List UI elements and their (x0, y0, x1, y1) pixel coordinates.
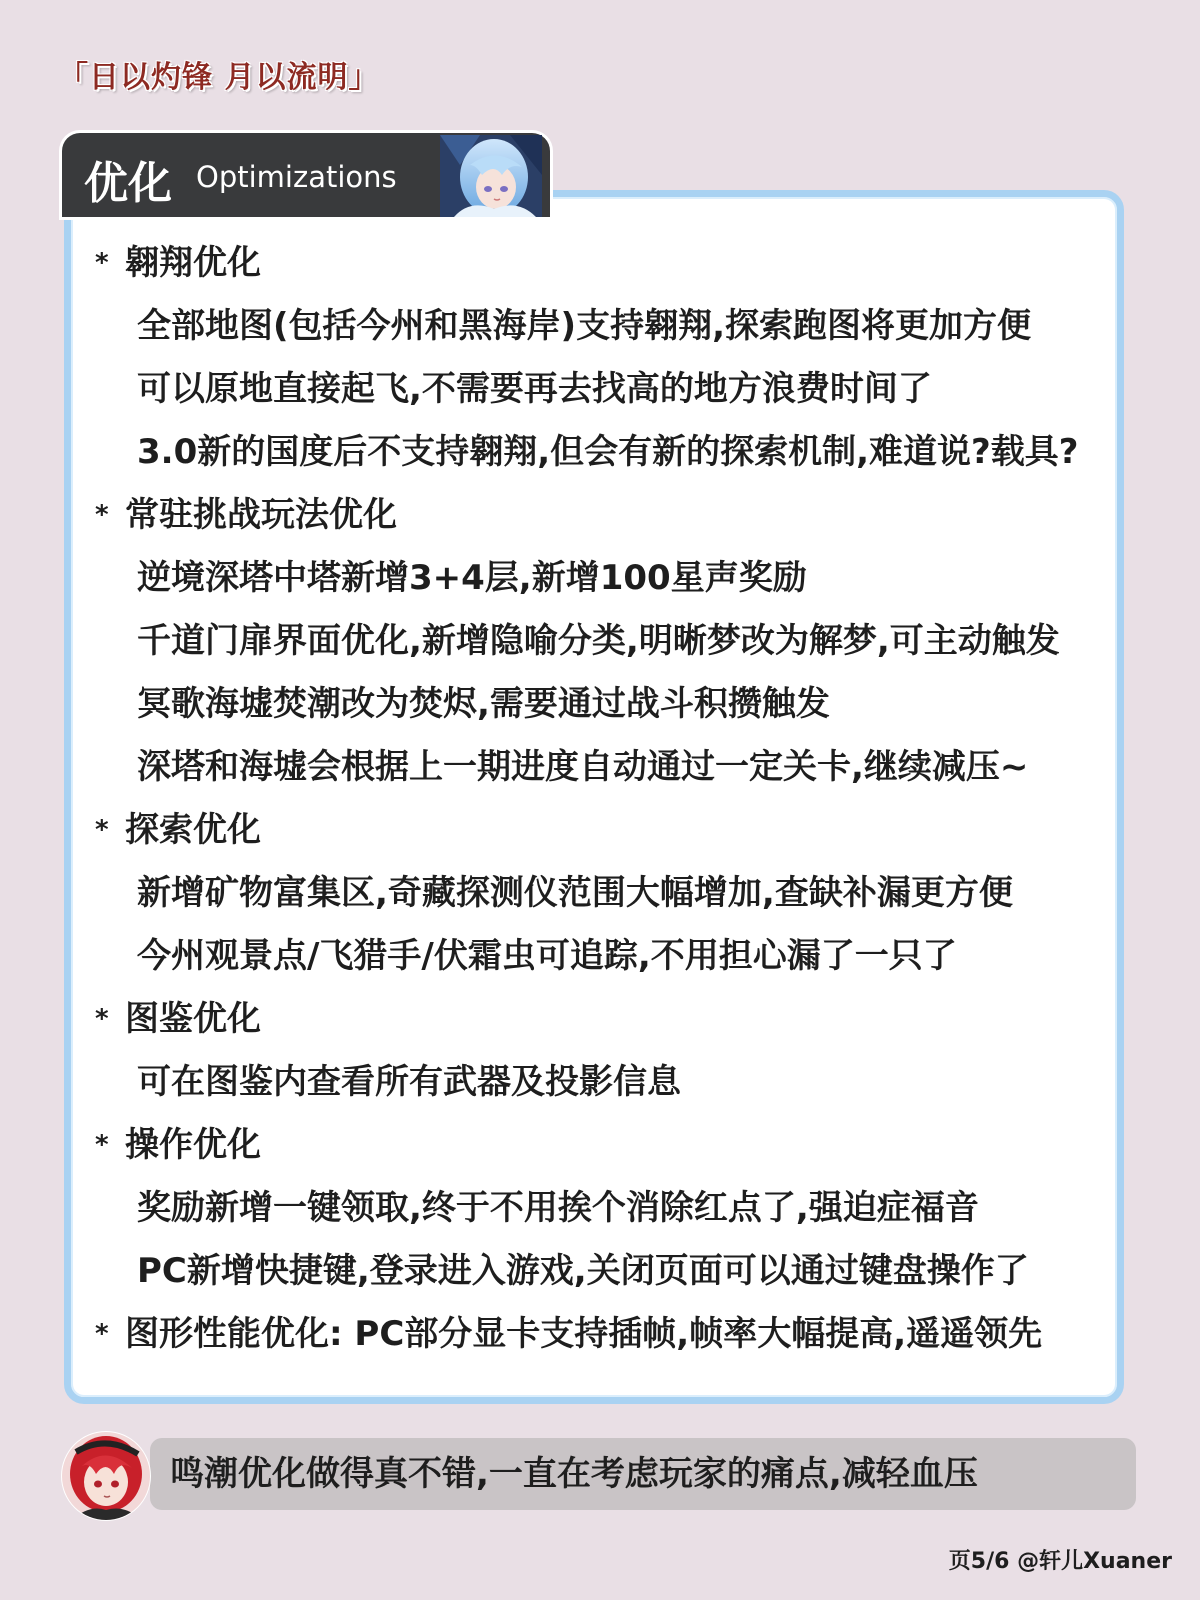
bullet-marker: * (95, 1004, 109, 1034)
list-item: 奖励新增一键领取,终于不用挨个消除红点了,强迫症福音 (137, 1188, 979, 1228)
list-item: 可在图鉴内查看所有武器及投影信息 (137, 1062, 681, 1102)
list-item: 3.0新的国度后不支持翱翔,但会有新的探索机制,难道说?载具? (137, 432, 1079, 472)
heading-text: 翱翔优化 (125, 243, 261, 283)
heading-text: 图形性能优化: PC部分显卡支持插帧,帧率大幅提高,遥遥领先 (125, 1314, 1043, 1354)
bullet-marker: * (95, 248, 109, 278)
list-item: 深塔和海墟会根据上一期进度自动通过一定关卡,继续减压~ (137, 747, 1029, 787)
bullet-marker: * (95, 1130, 109, 1160)
character-avatar-icon (60, 1430, 152, 1522)
list-item: 全部地图(包括今州和黑海岸)支持翱翔,探索跑图将更加方便 (137, 306, 1031, 346)
list-item: 冥歌海墟焚潮改为焚烬,需要通过战斗积攒触发 (137, 684, 830, 724)
character-portrait-icon (440, 135, 542, 217)
bullet-marker: * (95, 500, 109, 530)
page-indicator: 页5/6 @轩儿Xuaner (948, 1549, 1172, 1574)
bullet-marker: * (95, 815, 109, 845)
section-title: 优化 (84, 158, 172, 209)
heading-text: 图鉴优化 (125, 999, 261, 1039)
list-item: 新增矿物富集区,奇藏探测仪范围大幅增加,查缺补漏更方便 (137, 873, 1013, 913)
section-subtitle: Optimizations (196, 160, 397, 194)
section-header (62, 133, 550, 217)
optimization-list (95, 232, 1125, 1366)
list-item: 今州观景点/飞猎手/伏霜虫可追踪,不用担心漏了一只了 (137, 936, 957, 976)
list-item: 逆境深塔中塔新增3+4层,新增100星声奖励 (137, 558, 807, 598)
heading-text: 探索优化 (125, 810, 261, 850)
footer-comment-bar (150, 1438, 1136, 1510)
heading-text: 常驻挑战玩法优化 (125, 495, 397, 535)
list-item: 千道门扉界面优化,新增隐喻分类,明晰梦改为解梦,可主动触发 (137, 621, 1060, 661)
bullet-marker: * (95, 1319, 109, 1349)
list-item: 可以原地直接起飞,不需要再去找高的地方浪费时间了 (137, 369, 932, 409)
list-heading (95, 1114, 1125, 1177)
list-heading (95, 484, 1125, 547)
footer-comment: 鸣潮优化做得真不错,一直在考虑玩家的痛点,减轻血压 (170, 1454, 978, 1494)
list-heading (95, 799, 1125, 862)
slogan-title: 「日以灼锋 月以流明」 (58, 60, 380, 95)
list-item: PC新增快捷键,登录进入游戏,关闭页面可以通过键盘操作了 (137, 1251, 1029, 1291)
list-heading (95, 232, 1125, 295)
heading-text: 操作优化 (125, 1125, 261, 1165)
list-heading (95, 1303, 1125, 1366)
list-heading (95, 988, 1125, 1051)
